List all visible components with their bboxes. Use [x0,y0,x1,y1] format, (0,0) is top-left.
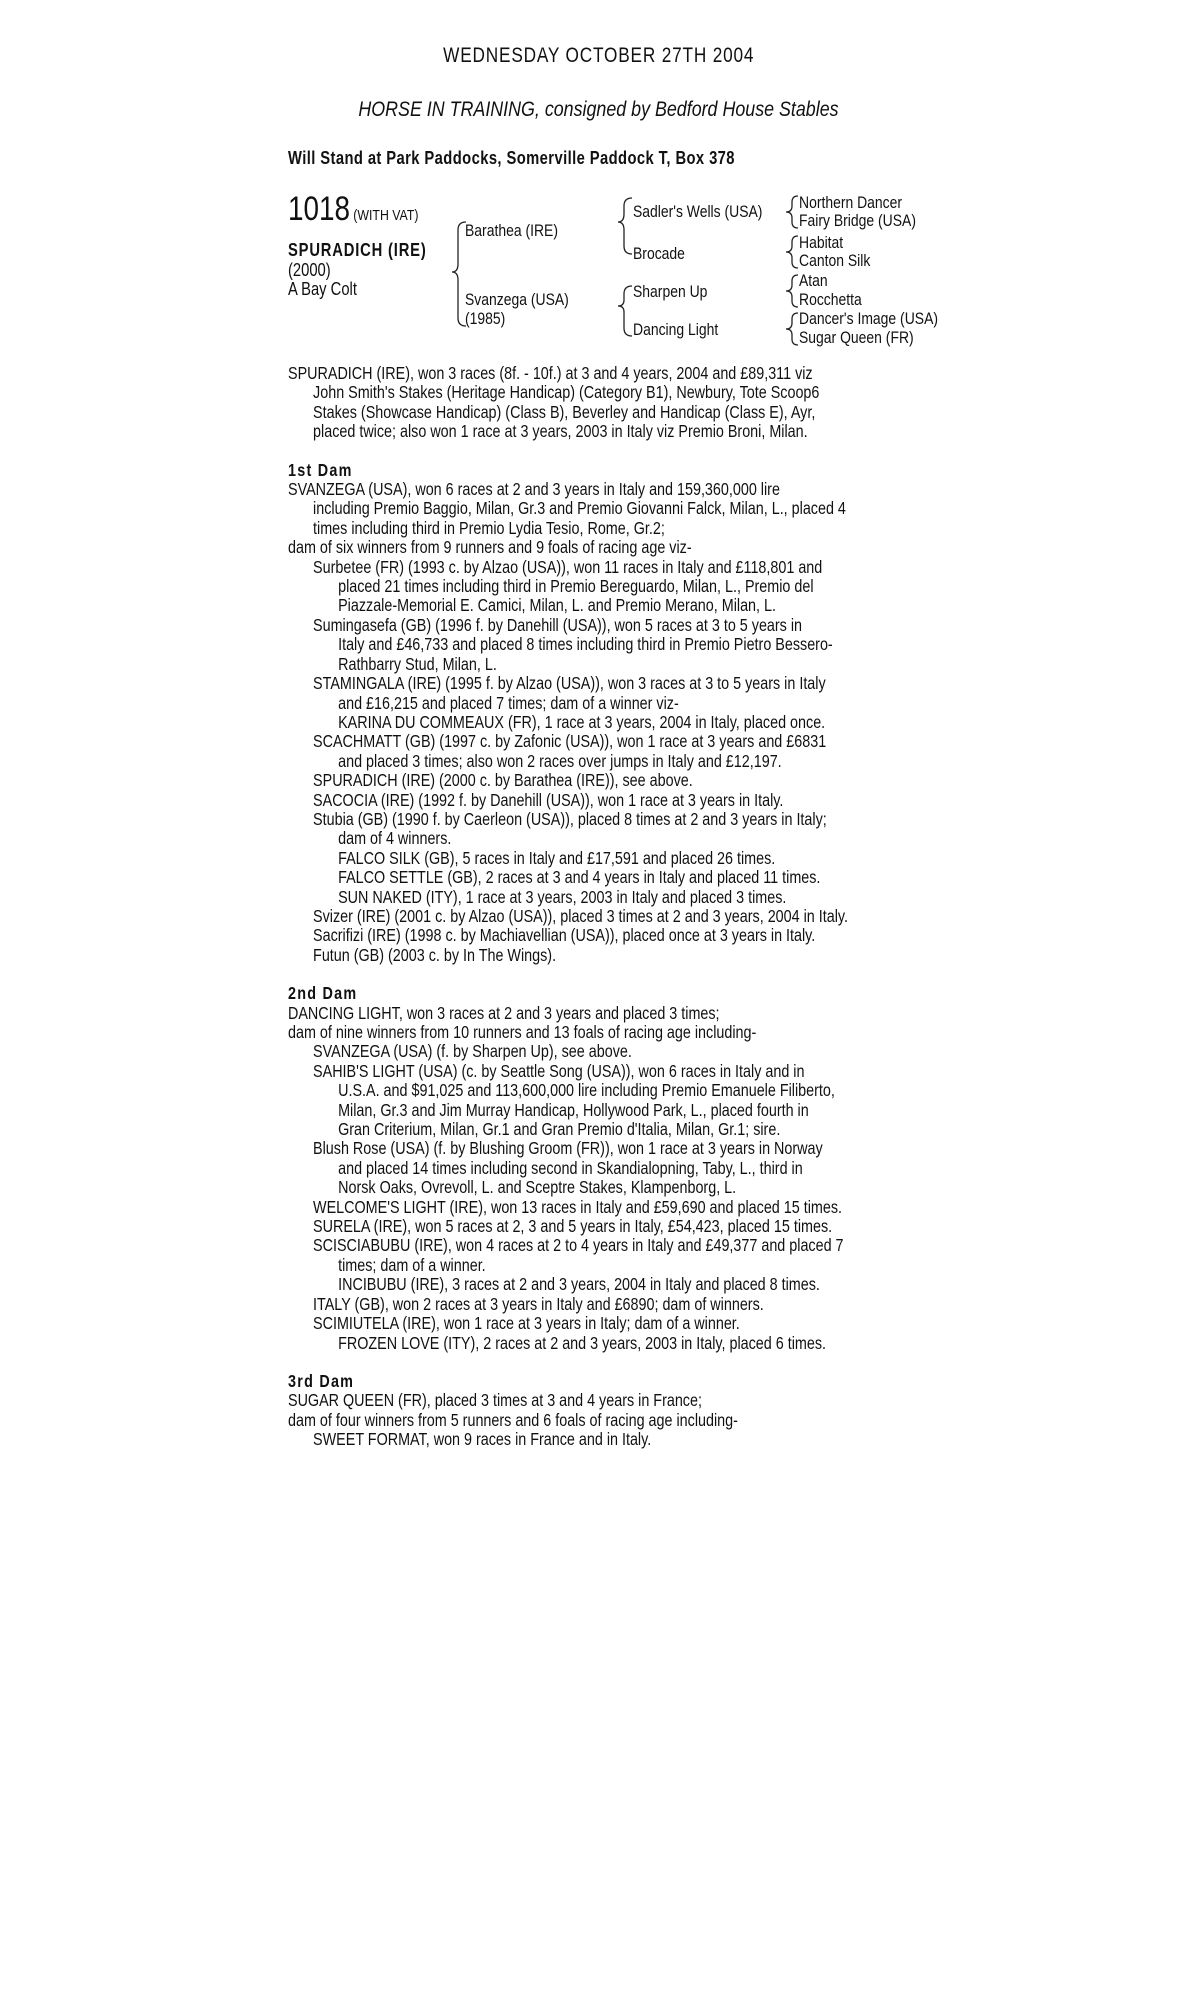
gg-1: Northern Dancer [799,193,903,212]
text-line: Rathbarry Stud, Milan, L. [338,653,497,674]
dam-year: (1985) [465,309,506,328]
gg-6: Rocchetta [799,290,862,309]
stand-location: Will Stand at Park Paddocks, Somerville Paddock T, Box 378 [288,148,735,168]
text-line: Svizer (IRE) (2001 c. by Alzao (USA)), placed 3 times at 2 and 3 years, 2004 in Italy. [313,905,849,926]
sire: Barathea (IRE) [465,221,558,240]
vat-note: (WITH VAT) [353,207,419,224]
text-line: times including third in Premio Lydia Tesio, Rome, Gr.2; [313,517,665,538]
text-line: U.S.A. and $91,025 and 113,600,000 lire including Premio Emanuele Filiberto, [338,1080,835,1101]
text-line: and placed 14 times including second in Skandialopning, Taby, L., third in [338,1157,803,1178]
text-line: times; dam of a winner. [338,1254,486,1275]
pedigree-braces [0,0,1197,360]
text-line: SVANZEGA (USA) (f. by Sharpen Up), see above. [313,1041,632,1062]
text-line: dam of nine winners from 10 runners and 13 foals of racing age including- [288,1022,757,1042]
text-line: Italy and £46,733 and placed 8 times including third in Premio Pietro Bessero- [338,634,833,655]
race-record [288,364,1038,1450]
text-line: Piazzale-Memorial E. Camici, Milan, L. and Premio Merano, Milan, L. [338,595,776,616]
text-line: SURELA (IRE), won 5 races at 2, 3 and 5 years in Italy, £54,423, placed 15 times. [313,1216,833,1237]
text-line: DANCING LIGHT, won 3 races at 2 and 3 years and placed 3 times; [288,1002,720,1023]
text-line: Stubia (GB) (1990 f. by Caerleon (USA)), placed 8 times at 2 and 3 years in Italy; [313,808,827,829]
text-line: WELCOME'S LIGHT (IRE), won 13 races in Italy and £59,690 and placed 15 times. [313,1196,843,1217]
text-line: SAHIB'S LIGHT (USA) (c. by Seattle Song (USA)), won 6 races in Italy and in [313,1060,805,1081]
text-line: FALCO SETTLE (GB), 2 races at 3 and 4 years in Italy and placed 11 times. [338,867,821,888]
text-line: SUGAR QUEEN (FR), placed 3 times at 3 and 4 years in France; [288,1390,702,1411]
text-line: STAMINGALA (IRE) (1995 f. by Alzao (USA)), won 3 races at 3 to 5 years in Italy [313,673,826,694]
section-heading-1st-dam: 1st Dam [288,459,353,480]
foaling-year: (2000) [288,260,331,280]
text-line: Gran Criterium, Milan, Gr.1 and Gran Premio d'Italia, Milan, Gr.1; sire. [338,1119,781,1140]
gg-4: Canton Silk [799,251,871,270]
text-line: and £16,215 and placed 7 times; dam of a winner viz- [338,692,679,713]
text-line: dam of 4 winners. [338,828,452,849]
text-line: Stakes (Showcase Handicap) (Class B), Beverley and Handicap (Class E), Ayr, [313,401,816,422]
text-line: FALCO SILK (GB), 5 races in Italy and £17,591 and placed 26 times. [338,847,776,868]
text-line: ITALY (GB), won 2 races at 3 years in Italy and £6890; dam of winners. [313,1293,764,1314]
text-line: SUN NAKED (ITY), 1 race at 3 years, 2003 in Italy and placed 3 times. [338,886,787,907]
sire-dam: Brocade [633,244,685,263]
horse-description: A Bay Colt [288,279,357,299]
gg-8: Sugar Queen (FR) [799,328,914,347]
dam-dam: Dancing Light [633,320,719,339]
text-line: Sumingasefa (GB) (1996 f. by Danehill (USA)), won 5 races at 3 to 5 years in [313,614,803,635]
text-line: SCACHMATT (GB) (1997 c. by Zafonic (USA)), won 1 race at 3 years and £6831 [313,731,827,752]
lot-number: 1018 (WITH VAT) [288,190,419,228]
dam-sire: Sharpen Up [633,282,708,301]
text-line: Surbetee (FR) (1993 c. by Alzao (USA)), won 11 races in Italy and £118,801 and [313,556,823,577]
text-line: placed 21 times including third in Premio Bereguardo, Milan, L., Premio del [338,576,814,597]
text-line: KARINA DU COMMEAUX (FR), 1 race at 3 years, 2004 in Italy, placed once. [338,711,826,732]
text-line: SWEET FORMAT, won 9 races in France and in Italy. [313,1429,652,1450]
text-line: dam of six winners from 9 runners and 9 foals of racing age viz- [288,537,692,558]
section-heading-2nd-dam: 2nd Dam [288,983,358,1004]
consignment-line: HORSE IN TRAINING, consigned by Bedford House Stables [358,98,839,121]
text-line: and placed 3 times; also won 2 races over jumps in Italy and £12,197. [338,750,782,771]
text-line: John Smith's Stakes (Heritage Handicap) (Category B1), Newbury, Tote Scoop6 [313,382,820,403]
text-line: SPURADICH (IRE), won 3 races (8f. - 10f.) at 3 and 4 years, 2004 and £89,311 viz [288,363,813,383]
text-line: placed twice; also won 1 race at 3 years, 2003 in Italy viz Premio Broni, Milan. [313,421,808,442]
text-line: including Premio Baggio, Milan, Gr.3 and Premio Giovanni Falck, Milan, L., placed 4 [313,498,846,519]
gg-3: Habitat [799,233,844,252]
text-line: Milan, Gr.3 and Jim Murray Handicap, Hollywood Park, L., placed fourth in [338,1099,809,1120]
gg-2: Fairy Bridge (USA) [799,211,916,230]
text-line: dam of four winners from 5 runners and 6 foals of racing age including- [288,1409,738,1430]
text-line: Futun (GB) (2003 c. by In The Wings). [313,944,557,965]
text-line: SCISCIABUBU (IRE), won 4 races at 2 to 4 years in Italy and £49,377 and placed 7 [313,1235,844,1256]
sale-date: WEDNESDAY OCTOBER 27TH 2004 [442,44,755,67]
text-line: SVANZEGA (USA), won 6 races at 2 and 3 years in Italy and 159,360,000 lire [288,479,780,500]
text-line: Norsk Oaks, Ovrevoll, L. and Sceptre Stakes, Klampenborg, L. [338,1177,737,1198]
gg-7: Dancer's Image (USA) [799,309,939,328]
section-heading-3rd-dam: 3rd Dam [288,1370,355,1391]
text-line: Blush Rose (USA) (f. by Blushing Groom (FR)), won 1 race at 3 years in Norway [313,1138,823,1159]
dam: Svanzega (USA) [465,290,569,309]
text-line: SPURADICH (IRE) (2000 c. by Barathea (IRE)), see above. [313,770,693,791]
horse-name: SPURADICH (IRE) [288,240,427,260]
gg-5: Atan [799,271,828,290]
text-line: SCIMIUTELA (IRE), won 1 race at 3 years in Italy; dam of a winner. [313,1313,740,1334]
text-line: INCIBUBU (IRE), 3 races at 2 and 3 years, 2004 in Italy and placed 8 times. [338,1274,820,1295]
text-line: Sacrifizi (IRE) (1998 c. by Machiavellian (USA)), placed once at 3 years in Italy. [313,925,816,946]
sire-sire: Sadler's Wells (USA) [633,202,763,221]
text-line: SACOCIA (IRE) (1992 f. by Danehill (USA)), won 1 race at 3 years in Italy. [313,789,784,810]
text-line: FROZEN LOVE (ITY), 2 races at 2 and 3 years, 2003 in Italy, placed 6 times. [338,1332,827,1353]
